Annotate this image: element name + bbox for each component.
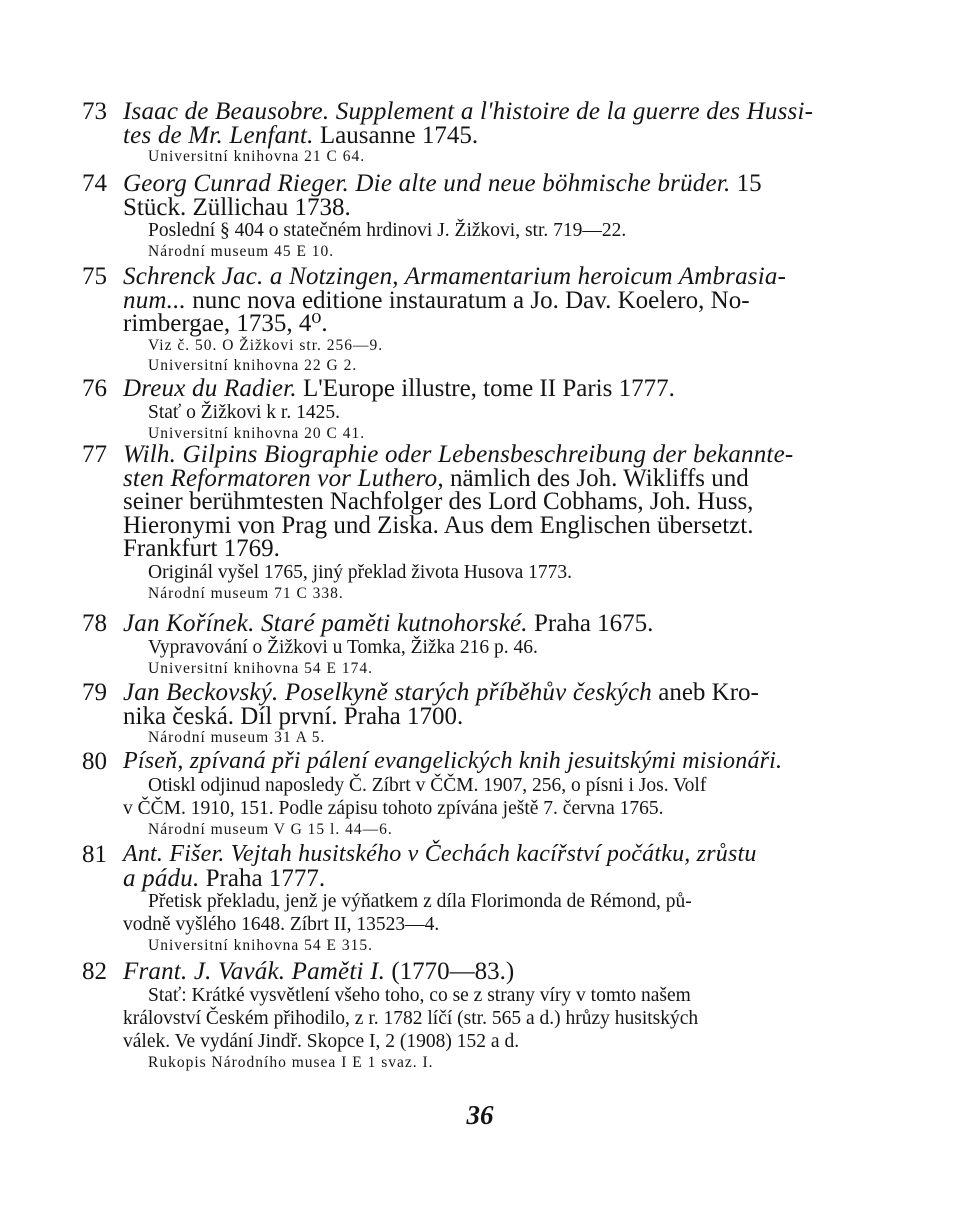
entry-title: Isaac de Beausobre. Supplement a l'histoire de la guerre des Hussi- — [123, 98, 814, 125]
entry-title-line — [123, 843, 880, 867]
entry-location: Universitní knihovna 22 G 2. — [148, 356, 358, 374]
entry-imprint: Praha 1675. — [527, 610, 654, 637]
entry-imprint-line: Frankfurt 1769. — [123, 535, 280, 562]
entry-number: 77 — [82, 441, 107, 468]
entry-title-line — [123, 960, 880, 984]
entry-imprint: Praha 1777. — [199, 864, 326, 892]
entry-title-line — [123, 286, 880, 314]
entry-location: Národní museum V G 15 l. 44—6. — [148, 820, 393, 838]
entry-note-cont: válek. Ve vydání Jindř. Skopce I, 2 (1908) 152 a d. — [123, 1030, 520, 1052]
entry-title: Píseň, zpívaná při pálení evangelických knih jesuitskými misionáři. — [123, 748, 783, 774]
entry-body — [123, 100, 880, 167]
entry-body — [123, 681, 880, 748]
entry-number: 81 — [82, 841, 107, 868]
page-number: 36 — [466, 1100, 494, 1130]
entry-title-line — [123, 464, 880, 492]
entry-body — [123, 960, 880, 1073]
entry-imprint: Lausanne 1745. — [313, 121, 479, 149]
entry-body — [123, 843, 880, 956]
entry-imprint-line: Stück. Züllichau 1738. — [123, 193, 351, 221]
entry-location: Universitní knihovna 20 C 41. — [148, 424, 366, 442]
entry-note: Přetisk překladu, jenž je výňatkem z díla Florimonda de Rémond, pů- — [148, 891, 692, 912]
entry-title: Jan Beckovský. Poselkyně starých příběhův českých — [123, 679, 652, 706]
entry-title: Schrenck Jac. a Notzingen, Armamentarium heroicum Ambrasia- — [123, 263, 787, 290]
entry-title-line — [123, 265, 880, 289]
entry-body — [123, 265, 880, 376]
entry-title-line — [123, 443, 880, 467]
entry-imprint: nunc nova editione instauratum a Jo. Dav. Koelero, No- — [186, 286, 750, 314]
entry-title-line — [123, 377, 880, 401]
entry-location: Národní museum 31 A 5. — [148, 729, 326, 746]
entry-note-cont: království Českém přihodilo, z r. 1782 líčí (str. 565 a d.) hrůzy husitských — [123, 1007, 699, 1029]
entry-number: 79 — [82, 679, 107, 706]
entry-note-cont: vodně vyšlého 1648. Zíbrt II, 13523—4. — [123, 914, 440, 935]
entry-note: Viz č. 50. O Žižkovi str. 256—9. — [148, 336, 384, 354]
entry-number: 73 — [82, 98, 107, 125]
entry-title-cont: num... — [123, 286, 187, 314]
entry-title: Frant. J. Vavák. Paměti I. — [123, 958, 386, 985]
entry-imprint: aneb Kro- — [651, 679, 759, 706]
entry-location: Universitní knihovna 54 E 174. — [148, 659, 374, 677]
entry-location: Národní museum 45 E 10. — [148, 243, 335, 260]
entry-location: Rukopis Národního musea I E 1 svaz. I. — [148, 1053, 434, 1071]
entry-title: Ant. Fišer. Vejtah husitského v Čechách kacířství počátku, zrůstu — [123, 841, 757, 867]
entry-title-line — [123, 750, 880, 774]
entry-location: Národní museum 71 C 338. — [148, 584, 344, 602]
entry-title-line — [123, 172, 880, 196]
entry-location: Universitní knihovna 21 C 64. — [148, 148, 366, 165]
entry-imprint-line: Hieronymi von Prag und Ziska. Aus dem Englischen übersetzt. — [123, 511, 754, 539]
entry-number: 82 — [82, 958, 107, 985]
entry-note: Stať o Žižkovi k r. 1425. — [148, 401, 340, 423]
entry-title: Georg Cunrad Rieger. Die alte und neue böhmische brüder. — [123, 170, 731, 197]
entry-title-line — [123, 100, 880, 124]
entry-title: Wilh. Gilpins Biographie oder Lebensbeschreibung der bekannte- — [123, 441, 794, 468]
entry-number: 75 — [82, 263, 107, 290]
entry-number: 76 — [82, 375, 107, 402]
entry-number: 80 — [82, 748, 107, 775]
entry-body — [123, 750, 880, 840]
entry-note: Vypravování o Žižkovi u Tomka, Žižka 216 p. 46. — [148, 636, 538, 658]
entry-title-line — [123, 681, 880, 705]
entry-title-cont: a pádu. — [123, 864, 200, 892]
entry-body — [123, 443, 880, 604]
entry-imprint: (1770—83.) — [385, 958, 515, 985]
entry-imprint: 15 — [730, 170, 762, 197]
entry-imprint: L'Europe illustre, tome II Paris 1777. — [296, 375, 675, 402]
entry-note: Otiskl odjinud naposledy Č. Zíbrt v ČČM. 1907, 256, o písni i Jos. Volf — [148, 774, 707, 796]
entry-title-line — [123, 121, 880, 149]
entry-note-cont: v ČČM. 1910, 151. Podle zápisu tohoto zpívána ještě 7. června 1765. — [123, 797, 664, 819]
entry-body — [123, 612, 880, 679]
entry-imprint: nämlich des Joh. Wikliffs und — [443, 464, 749, 492]
entry-body — [123, 377, 880, 444]
entry-body — [123, 172, 880, 262]
entry-number: 78 — [82, 610, 107, 637]
entry-title-line — [123, 864, 880, 892]
entry-note: Stať: Krátké vysvětlení všeho toho, co se z strany víry v tomto našem — [148, 984, 691, 1006]
entry-title: Jan Kořínek. Staré paměti kutnohorské. — [123, 610, 528, 637]
entry-title-line — [123, 612, 880, 636]
entry-title-cont: tes de Mr. Lenfant. — [123, 121, 314, 149]
entry-note: Poslední § 404 o statečném hrdinovi J. Žižkovi, str. 719—22. — [148, 220, 627, 241]
entry-imprint-line: seiner berühmtesten Nachfolger des Lord Cobhams, Joh. Huss, — [123, 488, 754, 515]
entry-location: Universitní knihovna 54 E 315. — [148, 937, 374, 954]
entry-title-cont: sten Reformatoren vor Luthero, — [123, 464, 444, 492]
entry-number: 74 — [82, 170, 107, 197]
entry-title: Dreux du Radier. — [123, 375, 297, 402]
entry-note: Originál vyšel 1765, jiný překlad života Husova 1773. — [148, 561, 573, 583]
entry-imprint-line: rimbergae, 1735, 4⁰. — [123, 310, 328, 337]
entry-imprint-line: nika česká. Díl první. Praha 1700. — [123, 702, 464, 730]
